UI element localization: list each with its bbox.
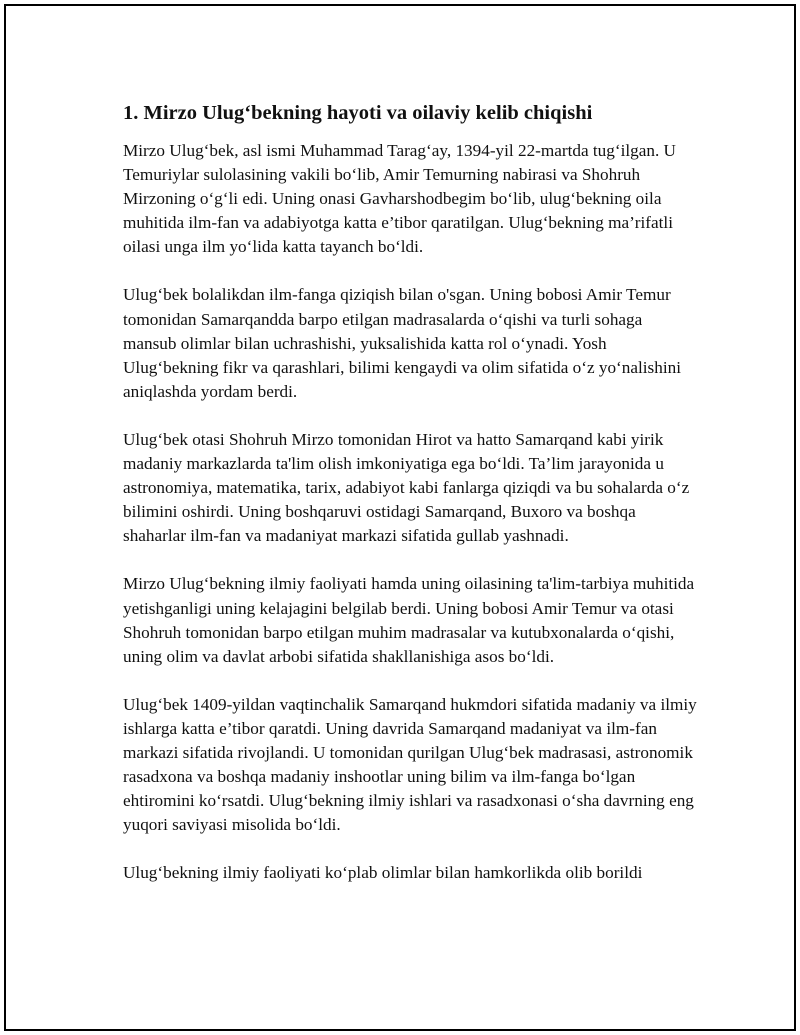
paragraph-2: Ulug‘bek bolalikdan ilm-fanga qiziqish bilan o'sgan. Uning bobosi Amir Temur tomonidan Samarqandda barpo etilgan madrasalarda o‘qishi va turli sohaga mansub olimlar bilan uchrashishi, yuksalishida katta rol o‘ynadi. Yosh Ulug‘bekning fikr va qarashlari, bilimi kengaydi va olim sifatida o‘z yo‘nalishini aniqlashda yordam berdi. <box>123 285 681 401</box>
paragraph-1: Mirzo Ulug‘bek, asl ismi Muhammad Tarag‘ay, 1394-yil 22-martda tug‘ilgan. U Temuriylar sulolasining vakili bo‘lib, Amir Temurning nabirasi va Shohruh Mirzoning o‘g‘li edi. Uning onasi Gavharshodbegim bo‘lib, ulug‘bekning oila muhitida ilm-fan va adabiyotga katta e’tibor qaratilgan. Ulug‘bekning ma’rifatli oilasi unga ilm yo‘lida katta tayanch bo‘ldi. <box>123 141 676 257</box>
paragraph-4: Mirzo Ulug‘bekning ilmiy faoliyati hamda uning oilasining ta'lim-tarbiya muhitida yetishganligi uning kelajagini belgilab berdi. Uning bobosi Amir Temur va otasi Shohruh tomonidan barpo etilgan muhim madrasalar va kutubxonalarda o‘qishi, uning olim va davlat arbobi sifatida shakllanishiga asos bo‘ldi. <box>123 574 695 666</box>
section-heading: 1. Mirzo Ulug‘bekning hayoti va oilaviy kelib chiqishi <box>123 102 593 124</box>
paragraph-6: Ulug‘bekning ilmiy faoliyati ko‘plab olimlar bilan hamkorlikda olib borildi <box>123 863 643 883</box>
paragraph-3: Ulug‘bek otasi Shohruh Mirzo tomonidan Hirot va hatto Samarqand kabi yirik madaniy markazlarda ta'lim olish imkoniyatiga ega bo‘ldi. Ta’lim jarayonida u astronomiya, matematika, tarix, adabiyot kabi fanlarga qiziqdi va bu sohalarda o‘z bilimini oshirdi. Uning boshqaruvi ostidagi Samarqand, Buxoro va boshqa shaharlar ilm-fan va madaniyat markazi sifatida gullab yashnadi. <box>123 429 690 546</box>
page-frame <box>4 4 796 1031</box>
paragraph-5: Ulug‘bek 1409-yildan vaqtinchalik Samarqand hukmdori sifatida madaniy va ilmiy ishlarga katta e’tibor qaratdi. Uning davrida Samarqand madaniyat va ilm-fan markazi sifatida rivojlandi. U tomonidan qurilgan Ulug‘bek madrasasi, astronomik rasadxona va boshqa madaniy inshootlar uning bilim va ilm-fanga bo‘lgan ehtiromini ko‘rsatdi. Ulug‘bekning ilmiy ishlari va rasadxonasi o‘sha davrning eng yuqori saviyasi misolida bo‘ldi. <box>123 694 697 835</box>
document-body <box>123 99 698 909</box>
